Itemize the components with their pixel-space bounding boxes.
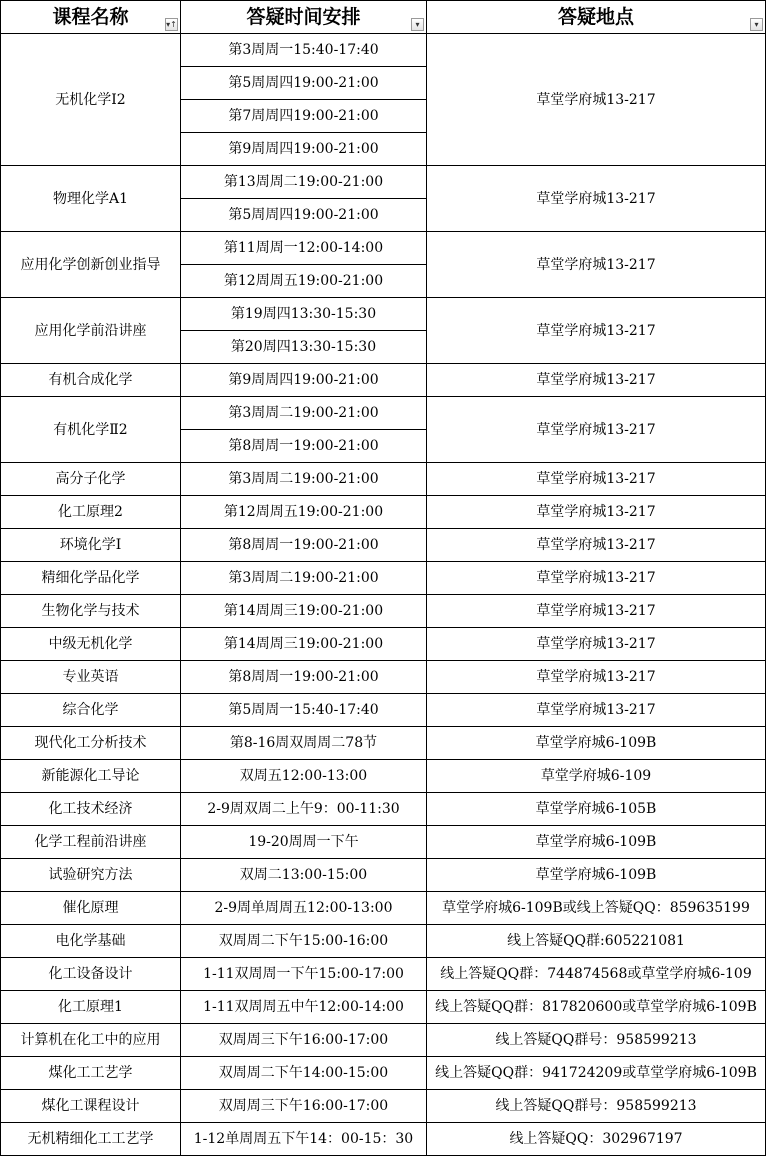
course-name-cell[interactable]: 专业英语 [1,661,181,694]
table-row [1,232,766,265]
course-name-cell[interactable]: 化工原理1 [1,991,181,1024]
qa-location-cell[interactable]: 草堂学府城13-217 [427,661,766,694]
qa-location-cell[interactable]: 草堂学府城6-105B [427,793,766,826]
course-name-cell[interactable]: 应用化学前沿讲座 [1,298,181,364]
course-name-cell[interactable]: 化工设备设计 [1,958,181,991]
table-row [1,760,766,793]
course-name-cell[interactable]: 化学工程前沿讲座 [1,826,181,859]
qa-time-cell[interactable]: 第5周周四19:00-21:00 [181,199,427,232]
course-name-cell[interactable]: 试验研究方法 [1,859,181,892]
qa-time-cell[interactable]: 第9周周四19:00-21:00 [181,364,427,397]
qa-time-cell[interactable]: 第13周周二19:00-21:00 [181,166,427,199]
course-name-cell[interactable]: 精细化学品化学 [1,562,181,595]
course-name-cell[interactable]: 环境化学Ⅰ [1,529,181,562]
qa-time-cell[interactable]: 第9周周四19:00-21:00 [181,133,427,166]
filter-dropdown-icon[interactable]: ▾ [411,18,424,31]
qa-location-cell[interactable]: 线上答疑QQ：302967197 [427,1123,766,1156]
table-row [1,1123,766,1156]
course-name-cell[interactable]: 电化学基础 [1,925,181,958]
table-row [1,1090,766,1123]
qa-time-cell[interactable]: 双周周二下午15:00-16:00 [181,925,427,958]
table-row [1,397,766,430]
qa-time-cell[interactable]: 第5周周一15:40-17:40 [181,694,427,727]
table-row [1,166,766,199]
qa-location-cell[interactable]: 草堂学府城13-217 [427,463,766,496]
header-course [1,1,181,34]
qa-time-cell[interactable]: 双周周三下午16:00-17:00 [181,1090,427,1123]
course-name-cell[interactable]: 化工技术经济 [1,793,181,826]
qa-location-cell[interactable]: 草堂学府城6-109B或线上答疑QQ：859635199 [427,892,766,925]
table-row [1,925,766,958]
table-row [1,298,766,331]
qa-time-cell[interactable]: 1-12单周周五下午14：00-15：30 [181,1123,427,1156]
course-name-cell[interactable]: 无机精细化工工艺学 [1,1123,181,1156]
table-row [1,562,766,595]
course-name-cell[interactable]: 煤化工课程设计 [1,1090,181,1123]
qa-location-cell[interactable]: 草堂学府城6-109B [427,826,766,859]
course-name-cell[interactable]: 有机化学Ⅱ2 [1,397,181,463]
course-name-cell[interactable]: 新能源化工导论 [1,760,181,793]
qa-location-cell[interactable]: 草堂学府城13-217 [427,562,766,595]
qa-time-cell[interactable]: 第12周周五19:00-21:00 [181,496,427,529]
qa-location-cell[interactable]: 草堂学府城13-217 [427,34,766,166]
qa-location-cell[interactable]: 草堂学府城13-217 [427,529,766,562]
table-row [1,496,766,529]
qa-location-cell[interactable]: 草堂学府城6-109B [427,727,766,760]
qa-time-cell[interactable]: 第7周周四19:00-21:00 [181,100,427,133]
qa-location-cell[interactable]: 草堂学府城13-217 [427,628,766,661]
course-name-cell[interactable]: 中级无机化学 [1,628,181,661]
qa-time-cell[interactable]: 第3周周一15:40-17:40 [181,34,427,67]
qa-location-cell[interactable]: 草堂学府城13-217 [427,496,766,529]
course-name-cell[interactable]: 生物化学与技术 [1,595,181,628]
table-row [1,991,766,1024]
table-row [1,529,766,562]
qa-time-cell[interactable]: 第3周周二19:00-21:00 [181,562,427,595]
course-name-cell[interactable]: 现代化工分析技术 [1,727,181,760]
qa-location-cell[interactable]: 线上答疑QQ群：744874568或草堂学府城6-109 [427,958,766,991]
header-place-label: 答疑地点 [557,6,634,28]
qa-time-cell[interactable]: 1-11双周周五中午12:00-14:00 [181,991,427,1024]
qa-location-cell[interactable]: 草堂学府城6-109 [427,760,766,793]
table-row [1,694,766,727]
qa-time-cell[interactable]: 第5周周四19:00-21:00 [181,67,427,100]
qa-time-cell[interactable]: 双周周三下午16:00-17:00 [181,1024,427,1057]
qa-time-cell[interactable]: 第8周周一19:00-21:00 [181,661,427,694]
qa-time-cell[interactable]: 2-9周双周二上午9：00-11:30 [181,793,427,826]
table-row [1,1057,766,1090]
table-row [1,463,766,496]
qa-time-cell[interactable]: 第8周周一19:00-21:00 [181,430,427,463]
qa-location-cell[interactable]: 草堂学府城13-217 [427,595,766,628]
qa-time-cell[interactable]: 双周二13:00-15:00 [181,859,427,892]
qa-time-cell[interactable]: 第8周周一19:00-21:00 [181,529,427,562]
header-row [1,1,766,34]
qa-location-cell[interactable]: 草堂学府城13-217 [427,397,766,463]
qa-location-cell[interactable]: 线上答疑QQ群:605221081 [427,925,766,958]
table-row [1,628,766,661]
course-name-cell[interactable]: 无机化学Ⅰ2 [1,34,181,166]
qa-time-cell[interactable]: 第19周四13:30-15:30 [181,298,427,331]
qa-location-cell[interactable]: 线上答疑QQ群号：958599213 [427,1090,766,1123]
table-row [1,892,766,925]
qa-location-cell[interactable]: 草堂学府城13-217 [427,166,766,232]
table-row [1,661,766,694]
table-row [1,1024,766,1057]
qa-time-cell[interactable]: 第8-16周双周周二78节 [181,727,427,760]
header-time-label: 答疑时间安排 [246,6,361,28]
course-name-cell[interactable]: 有机合成化学 [1,364,181,397]
qa-location-cell[interactable]: 草堂学府城6-109B [427,859,766,892]
course-name-cell[interactable]: 催化原理 [1,892,181,925]
qa-time-cell[interactable]: 第3周周二19:00-21:00 [181,397,427,430]
qa-time-cell[interactable]: 双周五12:00-13:00 [181,760,427,793]
course-name-cell[interactable]: 化工原理2 [1,496,181,529]
qa-location-cell[interactable]: 线上答疑QQ群号：958599213 [427,1024,766,1057]
qa-time-cell[interactable]: 第11周周一12:00-14:00 [181,232,427,265]
course-name-cell[interactable]: 计算机在化工中的应用 [1,1024,181,1057]
qa-time-cell[interactable]: 双周周二下午14:00-15:00 [181,1057,427,1090]
qa-time-cell[interactable]: 1-11双周周一下午15:00-17:00 [181,958,427,991]
header-course-label: 课程名称 [52,6,129,28]
course-name-cell[interactable]: 应用化学创新创业指导 [1,232,181,298]
table-row [1,364,766,397]
filter-sort-icon[interactable]: ▾↑ [166,20,177,29]
qa-location-cell[interactable]: 草堂学府城13-217 [427,232,766,298]
qa-time-cell[interactable]: 第20周四13:30-15:30 [181,331,427,364]
qa-time-cell[interactable]: 19-20周周一下午 [181,826,427,859]
table-row [1,958,766,991]
table-row [1,727,766,760]
course-name-cell[interactable]: 综合化学 [1,694,181,727]
qa-location-cell[interactable]: 草堂学府城13-217 [427,298,766,364]
qa-time-cell[interactable]: 第14周周三19:00-21:00 [181,595,427,628]
course-name-cell[interactable]: 煤化工工艺学 [1,1057,181,1090]
qa-time-cell[interactable]: 2-9周单周周五12:00-13:00 [181,892,427,925]
qa-location-cell[interactable]: 草堂学府城13-217 [427,364,766,397]
qa-time-cell[interactable]: 第14周周三19:00-21:00 [181,628,427,661]
table-row [1,595,766,628]
table-row [1,826,766,859]
table-row [1,793,766,826]
qa-time-cell[interactable]: 第12周周五19:00-21:00 [181,265,427,298]
table-body [1,34,766,1156]
course-name-cell[interactable]: 物理化学A1 [1,166,181,232]
qa-location-cell[interactable]: 线上答疑QQ群：817820600或草堂学府城6-109B [427,991,766,1024]
table-row [1,859,766,892]
qa-time-cell[interactable]: 第3周周二19:00-21:00 [181,463,427,496]
qa-location-cell[interactable]: 草堂学府城13-217 [427,694,766,727]
header-time [181,1,427,34]
header-place [427,1,766,34]
qa-location-cell[interactable]: 线上答疑QQ群：941724209或草堂学府城6-109B [427,1057,766,1090]
course-name-cell[interactable]: 高分子化学 [1,463,181,496]
filter-dropdown-icon[interactable]: ▾ [750,18,763,31]
table-row [1,34,766,67]
